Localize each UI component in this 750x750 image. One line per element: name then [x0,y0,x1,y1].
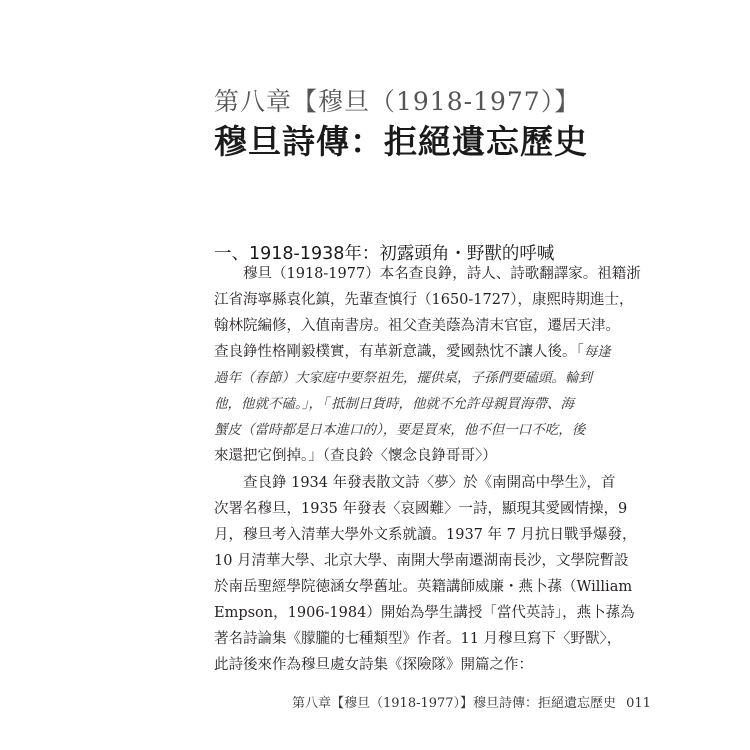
section-heading: 一、1918-1938年：初露頭角・野獸的呼喊 [214,244,555,264]
text-line: 來還把它倒掉。」（查良鈴〈懷念良錚哥哥〉） [214,448,497,464]
text-line: 查良錚 1934 年發表散文詩〈夢〉於《南開高中學生》，首 [243,475,616,491]
page-number: 011 [626,696,651,711]
text-line: 次署名穆旦，1935 年發表〈哀國難〉一詩，顯現其愛國情操，9 [214,501,628,517]
running-title: 第八章【穆旦（1918-1977）】穆旦詩傳：拒絕遺忘歷史 [292,696,617,711]
quote-line: 過年（春節）大家庭中要祭祖先，擺供桌，子孫們要磕頭。輪到 [214,370,592,386]
text-line: 月，穆旦考入清華大學外文系就讀。1937 年 7 月抗日戰爭爆發， [214,527,637,543]
text-line: 此詩後來作為穆旦處女詩集《探險隊》開篇之作： [214,657,533,673]
paragraph-1 [214,261,641,469]
text-line [214,391,574,417]
text-line: Empson，1906-1984）開始為學生講授「當代英詩」，燕卜蓀為 [214,605,635,621]
text-line: 翰林院編修，入值南書房。祖父查美蔭為清末官宦，遷居天津。 [214,318,620,334]
text-segment: 查良錚性格剛毅樸實，有革新意識，愛國熱忱不讓人後。「 [214,344,584,360]
chapter-label: 第八章【穆旦（1918-1977）】 [214,87,581,116]
text-line: 著名詩論集《朦朧的七種類型》作者。11 月穆旦寫下〈野獸〉， [214,631,622,647]
text-line: 於南岳聖經學院徳涵女學舊址。英籍講師威廉・燕卜蓀（William [214,579,633,595]
quote-segment: 每逢 [583,344,611,360]
text-line: 穆旦（1918-1977）本名查良錚，詩人、詩歌翻譯家。祖籍浙 [243,266,641,282]
quote-line: 蟹皮（當時都是日本進口的），要是買來，他不但一口不吃，後 [214,422,586,438]
quote-segment: 抵制日貨時，他就不允許母親買海帶、海 [331,396,574,412]
text-line: 10 月清華大學、北京大學、南開大學南遷湖南長沙，文學院暫設 [214,553,629,569]
quote-segment: 他，他就不磕。」，「 [214,396,329,412]
chapter-title: 穆旦詩傳：拒絕遺忘歷史 [214,122,588,161]
text-line: 江省海寧縣袁化鎮，先輩查慎行（1650-1727），康熙時期進士， [214,292,634,308]
text-line [214,339,611,365]
page-footer [292,692,651,711]
paragraph-2 [214,470,637,678]
